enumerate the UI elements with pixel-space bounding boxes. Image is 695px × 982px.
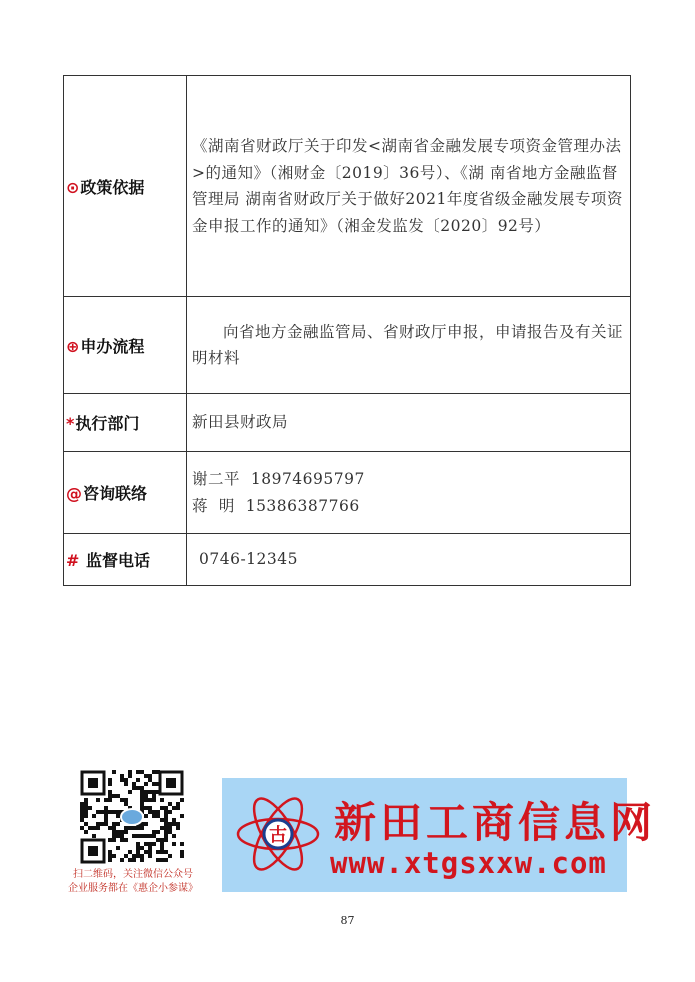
qr-module — [120, 858, 124, 862]
asterisk-icon: * — [66, 414, 75, 433]
qr-module — [84, 822, 88, 826]
qr-module — [116, 810, 120, 814]
qr-module — [160, 818, 164, 822]
qr-module — [160, 842, 164, 846]
qr-module — [104, 810, 108, 814]
qr-module — [160, 798, 164, 802]
qr-module — [168, 822, 172, 826]
atom-logo-icon — [236, 792, 320, 876]
qr-module — [104, 818, 108, 822]
qr-module — [136, 770, 140, 774]
info-table — [63, 75, 631, 586]
qr-module — [112, 854, 116, 858]
qr-module — [148, 834, 152, 838]
qr-module — [84, 814, 88, 818]
contact-line: 谢二平 18974695797 — [192, 470, 365, 488]
qr-module — [84, 802, 88, 806]
qr-module — [132, 782, 136, 786]
value-cell — [187, 534, 631, 586]
qr-module — [164, 818, 168, 822]
qr-module — [92, 826, 96, 830]
qr-module — [160, 850, 164, 854]
qr-module — [124, 778, 128, 782]
qr-module — [104, 814, 108, 818]
qr-module — [156, 850, 160, 854]
qr-module — [152, 770, 156, 774]
qr-module — [144, 798, 148, 802]
qr-module — [156, 830, 160, 834]
qr-module — [124, 826, 128, 830]
qr-module — [176, 802, 180, 806]
qr-module — [140, 826, 144, 830]
qr-module — [180, 854, 184, 858]
qr-module — [152, 810, 156, 814]
qr-module — [88, 826, 92, 830]
qr-module — [148, 778, 152, 782]
qr-module — [120, 798, 124, 802]
qr-module — [96, 798, 100, 802]
qr-module — [132, 786, 136, 790]
qr-module — [124, 830, 128, 834]
qr-module — [172, 834, 176, 838]
qr-module — [112, 770, 116, 774]
qr-module — [116, 794, 120, 798]
qr-module — [144, 822, 148, 826]
qr-module — [148, 798, 152, 802]
row-supervision — [64, 534, 631, 586]
qr-module — [108, 858, 112, 862]
qr-module — [164, 830, 168, 834]
qr-module — [156, 838, 160, 842]
qr-module — [108, 794, 112, 798]
qr-module — [176, 822, 180, 826]
qr-module — [144, 782, 148, 786]
qr-module — [176, 826, 180, 830]
row-label: 政策依据 — [80, 177, 145, 197]
qr-module — [120, 778, 124, 782]
qr-module — [172, 822, 176, 826]
qr-module — [144, 814, 148, 818]
qr-module — [148, 790, 152, 794]
qr-module — [180, 814, 184, 818]
qr-module — [168, 826, 172, 830]
qr-module — [152, 794, 156, 798]
qr-code[interactable] — [80, 770, 184, 864]
qr-module — [128, 858, 132, 862]
qr-module — [124, 798, 128, 802]
qr-module — [140, 802, 144, 806]
qr-module — [120, 834, 124, 838]
qr-module — [80, 818, 84, 822]
qr-caption-line-2: 企业服务都在《惠企小参谋》 — [68, 883, 198, 894]
qr-module — [140, 858, 144, 862]
qr-module — [132, 858, 136, 862]
qr-module — [112, 838, 116, 842]
qr-module — [140, 786, 144, 790]
qr-module — [80, 826, 84, 830]
qr-module — [156, 814, 160, 818]
qr-module — [160, 806, 164, 810]
qr-module — [172, 842, 176, 846]
label-cell — [64, 394, 187, 452]
qr-module — [112, 810, 116, 814]
qr-module — [140, 790, 144, 794]
target-icon: ⊙ — [66, 177, 80, 197]
site-url[interactable]: www.xtgsxxw.com — [330, 846, 607, 880]
qr-module — [140, 798, 144, 802]
page-number: 87 — [340, 914, 355, 927]
qr-module — [164, 814, 168, 818]
qr-module — [168, 854, 172, 858]
qr-module — [100, 822, 104, 826]
qr-module — [160, 826, 164, 830]
qr-module — [84, 798, 88, 802]
qr-module — [108, 826, 112, 830]
qr-module — [112, 822, 116, 826]
qr-module — [168, 802, 172, 806]
qr-module — [124, 782, 128, 786]
qr-module — [124, 802, 128, 806]
value-cell — [187, 297, 631, 394]
qr-module — [180, 850, 184, 854]
qr-module — [108, 782, 112, 786]
qr-module — [108, 790, 112, 794]
qr-module — [148, 854, 152, 858]
qr-module — [136, 834, 140, 838]
qr-module — [152, 814, 156, 818]
row-label: 申办流程 — [80, 336, 145, 356]
qr-module — [164, 806, 168, 810]
qr-module — [176, 806, 180, 810]
qr-module — [112, 794, 116, 798]
qr-module — [108, 838, 112, 842]
supervision-phone: 0746-12345 — [199, 550, 298, 569]
row-policy-basis — [64, 76, 631, 297]
qr-module — [168, 810, 172, 814]
qr-module — [124, 838, 128, 842]
row-label: 执行部门 — [75, 414, 140, 433]
qr-module — [148, 810, 152, 814]
qr-module — [164, 810, 168, 814]
qr-module — [164, 858, 168, 862]
qr-module — [80, 806, 84, 810]
qr-module — [152, 830, 156, 834]
qr-module — [180, 798, 184, 802]
qr-module — [120, 830, 124, 834]
qr-module — [120, 838, 124, 842]
qr-module — [180, 842, 184, 846]
qr-module — [148, 850, 152, 854]
qr-module — [136, 786, 140, 790]
qr-module — [164, 850, 168, 854]
qr-module — [148, 806, 152, 810]
qr-module — [96, 822, 100, 826]
qr-module — [80, 814, 84, 818]
qr-module — [144, 842, 148, 846]
qr-module — [148, 842, 152, 846]
qr-module — [160, 838, 164, 842]
qr-module — [116, 830, 120, 834]
qr-module — [108, 854, 112, 858]
qr-module — [136, 854, 140, 858]
qr-module — [132, 854, 136, 858]
qr-module — [136, 842, 140, 846]
qr-module — [152, 798, 156, 802]
qr-module — [160, 858, 164, 862]
qr-module — [144, 790, 148, 794]
qr-module — [96, 810, 100, 814]
label-cell — [64, 297, 187, 394]
row-label: 咨询联络 — [83, 484, 148, 503]
qr-module — [140, 846, 144, 850]
qr-module — [92, 814, 96, 818]
qr-module — [164, 834, 168, 838]
qr-module — [96, 826, 100, 830]
qr-module — [132, 834, 136, 838]
qr-module — [128, 774, 132, 778]
qr-module — [144, 806, 148, 810]
qr-module — [116, 814, 120, 818]
qr-module — [156, 858, 160, 862]
qr-module — [140, 854, 144, 858]
qr-module — [172, 818, 176, 822]
qr-module — [156, 810, 160, 814]
qr-module — [84, 810, 88, 814]
qr-module — [140, 806, 144, 810]
qr-module — [136, 826, 140, 830]
row-label: 监督电话 — [80, 551, 150, 570]
qr-module — [116, 846, 120, 850]
qr-module — [112, 826, 116, 830]
value-cell — [187, 452, 631, 534]
qr-module — [104, 798, 108, 802]
qr-module — [136, 850, 140, 854]
at-icon: @ — [66, 484, 82, 503]
site-banner[interactable] — [222, 778, 657, 892]
row-department — [64, 394, 631, 452]
qr-module — [144, 774, 148, 778]
qr-module — [80, 802, 84, 806]
qr-module — [140, 794, 144, 798]
qr-module — [160, 846, 164, 850]
qr-module — [104, 806, 108, 810]
qr-module — [128, 850, 132, 854]
qr-module — [132, 826, 136, 830]
qr-module — [152, 842, 156, 846]
label-cell — [64, 534, 187, 586]
qr-module — [148, 774, 152, 778]
qr-module — [108, 778, 112, 782]
qr-module — [152, 790, 156, 794]
qr-module — [152, 782, 156, 786]
qr-module — [128, 770, 132, 774]
qr-module — [100, 810, 104, 814]
site-name: 新田工商信息网 — [334, 798, 657, 847]
value-cell — [187, 76, 631, 297]
footer — [62, 770, 657, 896]
qr-module — [136, 778, 140, 782]
qr-module — [128, 826, 132, 830]
qr-module — [144, 834, 148, 838]
contact-line: 蒋 明 15386387766 — [192, 496, 360, 515]
qr-module — [136, 846, 140, 850]
qr-module — [164, 826, 168, 830]
qr-module — [80, 810, 84, 814]
qr-module — [108, 810, 112, 814]
crosshair-icon: ⊕ — [66, 336, 80, 356]
qr-module — [164, 822, 168, 826]
row-contact — [64, 452, 631, 534]
qr-caption-line-1: 扫二维码，关注微信公众号 — [73, 869, 193, 880]
qr-module — [116, 822, 120, 826]
policy-text: 《湖南省财政厅关于印发<湖南省金融发展专项资金管理办法>的通知》（湘财金〔2019〕36号）、《湖 南省地方金融监督管理局 湖南省财政厅关于做好2021年度省级金融发展专项资金申报工作的通知》（湘金发监发〔2020〕92号） — [192, 137, 623, 235]
qr-module — [140, 834, 144, 838]
value-cell — [187, 394, 631, 452]
label-cell — [64, 452, 187, 534]
qr-module — [148, 846, 152, 850]
qr-module — [144, 794, 148, 798]
process-text: 向省地方金融监管局、省财政厅申报，申请报告及有关证明材料 — [192, 322, 624, 367]
qr-module — [144, 850, 148, 854]
qr-module — [168, 830, 172, 834]
qr-module — [88, 806, 92, 810]
logo-char: 古 — [269, 825, 287, 846]
qr-module — [84, 830, 88, 834]
qr-module — [120, 774, 124, 778]
qr-module — [84, 806, 88, 810]
qr-module — [108, 798, 112, 802]
qr-module — [112, 830, 116, 834]
label-cell — [64, 76, 187, 297]
qr-module — [116, 834, 120, 838]
qr-module — [128, 790, 132, 794]
qr-module — [112, 834, 116, 838]
qr-module — [152, 834, 156, 838]
qr-module — [164, 838, 168, 842]
department-text: 新田县财政局 — [192, 413, 289, 432]
hash-icon: # — [66, 551, 80, 570]
qr-module — [108, 850, 112, 854]
qr-module — [104, 822, 108, 826]
qr-module — [172, 806, 176, 810]
qr-module — [92, 834, 96, 838]
qr-module — [124, 854, 128, 858]
qr-caption — [62, 868, 204, 896]
row-process — [64, 297, 631, 394]
qr-module — [140, 770, 144, 774]
